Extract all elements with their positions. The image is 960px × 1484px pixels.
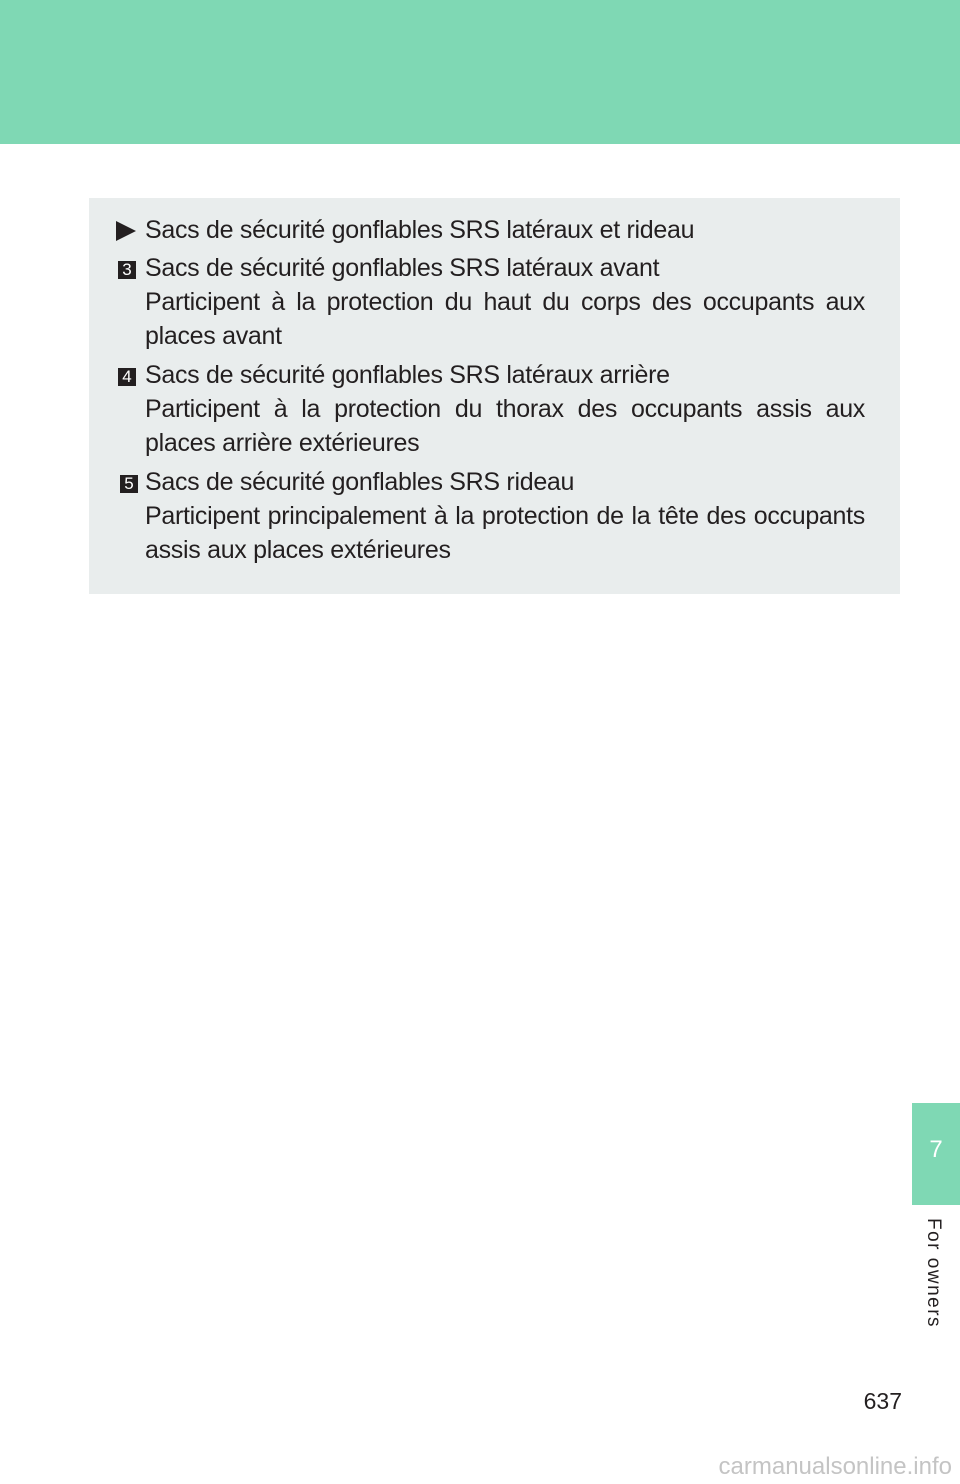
list-item xyxy=(145,465,865,567)
item-description: Participent à la protection du haut du corps des occupants aux places avant xyxy=(145,288,865,350)
item-number-badge: 3 xyxy=(118,261,136,279)
section-heading-text: Sacs de sécurité gonflables SRS latéraux et rideau xyxy=(145,216,695,244)
item-title: Sacs de sécurité gonflables SRS latéraux arrière xyxy=(145,361,670,389)
chapter-label: For owners xyxy=(923,1218,944,1329)
item-title: Sacs de sécurité gonflables SRS latéraux avant xyxy=(145,254,660,282)
chapter-tab xyxy=(912,1103,960,1205)
chapter-number: 7 xyxy=(929,1136,943,1163)
page-number: 637 xyxy=(863,1388,902,1414)
item-title: Sacs de sécurité gonflables SRS rideau xyxy=(145,468,575,496)
triangle-bullet-icon xyxy=(116,221,136,241)
watermark: carmanualsonline.info xyxy=(718,1453,952,1480)
section-heading xyxy=(116,212,694,248)
list-item xyxy=(145,358,865,460)
list-item xyxy=(145,251,865,353)
item-number-badge: 4 xyxy=(118,368,136,386)
header-band xyxy=(0,0,960,144)
item-number-badge: 5 xyxy=(120,475,138,493)
item-description: Participent à la protection du thorax des occupants assis aux places arrière extérieures xyxy=(145,395,865,457)
item-description: Participent principalement à la protection de la tête des occupants assis aux places extérieures xyxy=(145,502,865,564)
